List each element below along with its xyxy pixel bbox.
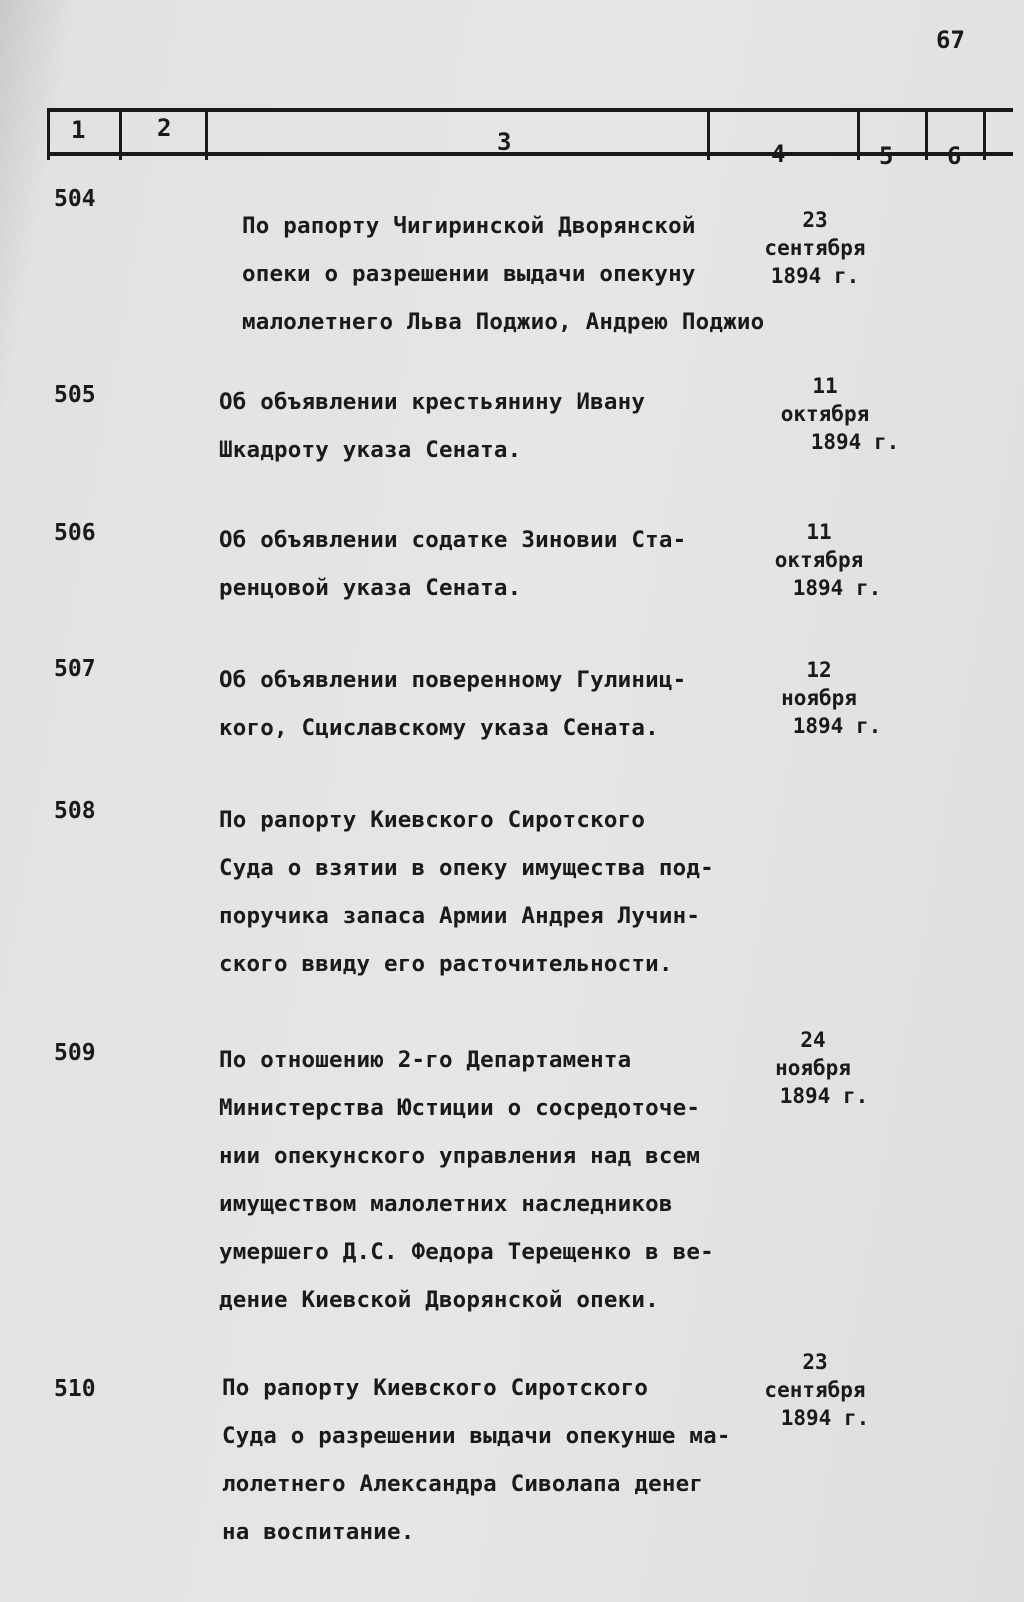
date-month: сентября — [764, 236, 866, 260]
entry-number: 509 — [54, 1040, 96, 1066]
column-label-4: 4 — [771, 140, 786, 168]
entry-date — [740, 206, 890, 290]
entry-text: По рапорту Киевского Сиротского Суда о разрешении выдачи опекунше ма- лолетнего Александра Сиволапа денег на воспитание. — [222, 1375, 731, 1545]
header-rule-top — [47, 108, 1013, 112]
entry-number: 505 — [54, 382, 96, 408]
date-month: октября — [774, 548, 864, 572]
entry-text: По рапорту Чигиринской Дворянской опеки о разрешении выдачи опекуну малолетнего Льва Поджио, Андрею Поджио — [242, 213, 765, 335]
entry-number: 506 — [54, 520, 96, 546]
column-label-1: 1 — [71, 116, 86, 144]
column-divider — [857, 108, 860, 160]
column-divider — [707, 108, 710, 160]
column-divider — [47, 108, 50, 160]
entry-date — [740, 1348, 890, 1432]
entry-date — [744, 518, 894, 602]
column-label-3: 3 — [497, 128, 512, 156]
entry-text: Об объявлении поверенному Гулиниц- кого, Сциславскому указа Сената. — [219, 667, 687, 741]
date-day: 11 — [806, 520, 832, 544]
date-year: 1894 г. — [779, 1084, 869, 1108]
date-day: 24 — [800, 1028, 826, 1052]
date-month: сентября — [764, 1378, 866, 1402]
column-divider — [205, 108, 208, 160]
entry-text: По отношению 2-го Департамента Министерства Юстиции о сосредоточе- нии опекунского управления над всем имуществом малолетних наследников умершего Д.С. Федора Терещенко в ве- дение Киевской Дворянской опеки. — [219, 1047, 714, 1313]
date-day: 11 — [812, 374, 838, 398]
column-label-2: 2 — [157, 114, 172, 142]
column-divider — [983, 108, 986, 160]
date-year: 1894 г. — [792, 714, 882, 738]
date-day: 23 — [802, 208, 828, 232]
date-year: 1894 г. — [792, 576, 882, 600]
page-number: 67 — [936, 26, 965, 54]
column-divider — [119, 108, 122, 160]
date-year: 1894 г. — [780, 1406, 870, 1430]
entry-text: По рапорту Киевского Сиротского Суда о взятии в опеку имущества под- поручика запаса Армии Андрея Лучин- ского ввиду его расточительности. — [219, 807, 714, 977]
entry-number: 507 — [54, 656, 96, 682]
entry-date — [744, 656, 894, 740]
column-label-5: 5 — [879, 142, 894, 170]
entry-number: 508 — [54, 798, 96, 824]
entry-number: 510 — [54, 1376, 96, 1402]
entry-date — [738, 1026, 888, 1110]
date-day: 23 — [802, 1350, 828, 1374]
entry-text: Об объявлении содатке Зиновии Ста- ренцовой указа Сената. — [219, 527, 687, 601]
header-rule-bottom — [47, 152, 1013, 156]
column-label-6: 6 — [947, 142, 962, 170]
date-year: 1894 г. — [810, 430, 900, 454]
date-month: ноября — [781, 686, 857, 710]
date-month: ноября — [775, 1056, 851, 1080]
column-header-table — [47, 108, 1013, 170]
entry-text: Об объявлении крестьянину Ивану Шкадроту указа Сената. — [219, 389, 646, 463]
entry-number: 504 — [54, 186, 96, 212]
date-day: 12 — [806, 658, 832, 682]
entry-date — [750, 372, 900, 456]
date-month: октября — [780, 402, 870, 426]
column-divider — [925, 108, 928, 160]
date-year: 1894 г. — [770, 264, 860, 288]
